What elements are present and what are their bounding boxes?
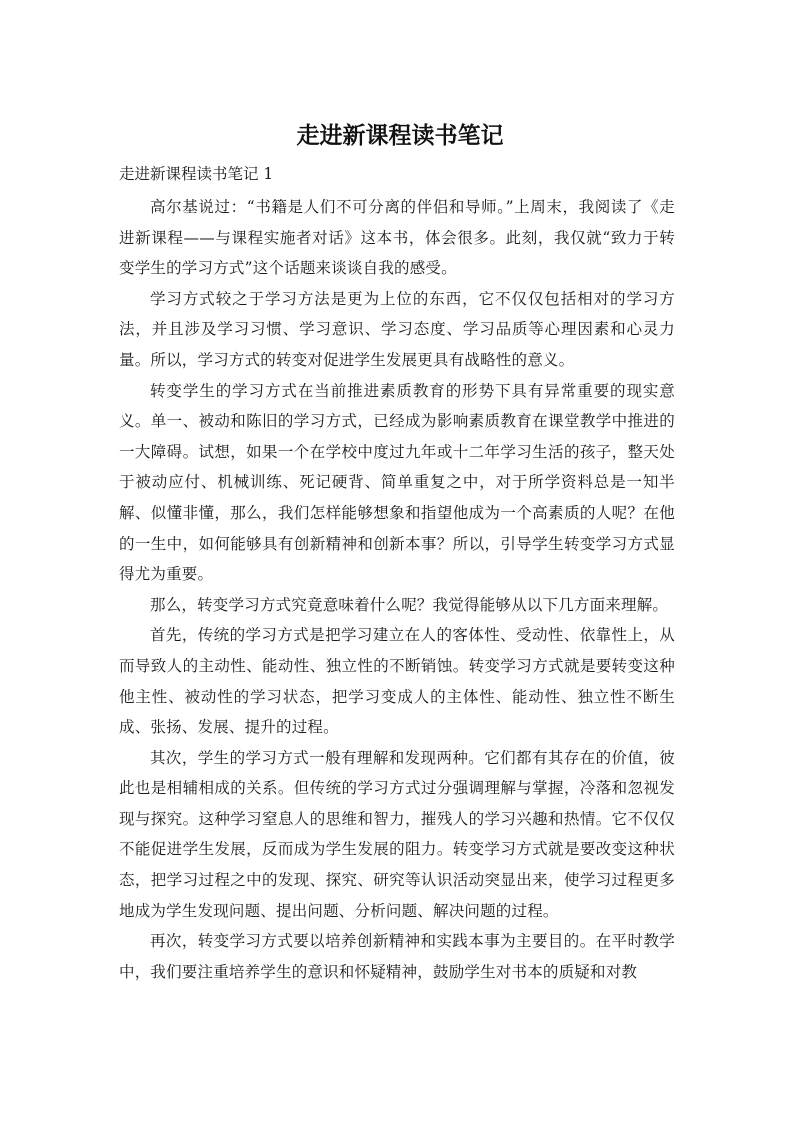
paragraph-5: 首先，传统的学习方式是把学习建立在人的客体性、受动性、依靠性上，从而导致人的主动性、能动性、独立性的不断销蚀。转变学习方式就是要转变这种他主性、被动性的学习状态，把学习变成人的主体性、能动性、独立性不断生成、张扬、发展、提升的过程。 [119,626,675,737]
paragraph-6: 其次，学生的学习方式一般有理解和发现两种。它们都有其存在的价值，彼此也是相辅相成的关系。但传统的学习方式过分强调理解与掌握，冷落和忽视发现与探究。这种学习窒息人的思维和智力，摧残人的学习兴趣和热情。它不仅仅不能促进学生发展，反而成为学生发展的阻力。转变学习方式就是要改变这种状态，把学习过程之中的发现、探究、研究等认识活动突显出来，使学习过程更多地成为学生发现问题、提出问题、分析问题、解决问题的过程。 [119,748,675,920]
document-title: 走进新课程读书笔记 [296,123,504,149]
paragraph-4: 那么，转变学习方式究竟意味着什么呢？我觉得能够从以下几方面来理解。 [150,595,669,614]
paragraph-3: 转变学生的学习方式在当前推进素质教育的形势下具有异常重要的现实意义。单一、被动和陈旧的学习方式，已经成为影响素质教育在课堂教学中推进的一大障碍。试想，如果一个在学校中度过九年或十二年学习生活的孩子，整天处于被动应付、机械训练、死记硬背、简单重复之中，对于所学资料总是一知半解、似懂非懂，那么，我们怎样能够想象和指望他成为一个高素质的人呢？在他的一生中，如何能够具有创新精神和创新本事？所以，引导学生转变学习方式显得尤为重要。 [119,381,675,584]
paragraph-2: 学习方式较之于学习方法是更为上位的东西，它不仅仅包括相对的学习方法，并且涉及学习习惯、学习意识、学习态度、学习品质等心理因素和心灵力量。所以，学习方式的转变对促进学生发展更具有战略性的意义。 [119,289,675,369]
paragraph-1: 高尔基说过：“书籍是人们不可分离的伴侣和导师。”上周末，我阅读了《走进新课程——与课程实施者对话》这本书，体会很多。此刻，我仅就“致力于转变学生的学习方式”这个话题来谈谈自我的感受。 [119,198,675,278]
document-subtitle: 走进新课程读书笔记 1 [119,165,274,183]
document-body [119,192,675,987]
paragraph-7: 再次，转变学习方式要以培养创新精神和实践本事为主要目的。在平时教学中，我们要注重培养学生的意识和怀疑精神，鼓励学生对书本的质疑和对教 [119,932,675,981]
